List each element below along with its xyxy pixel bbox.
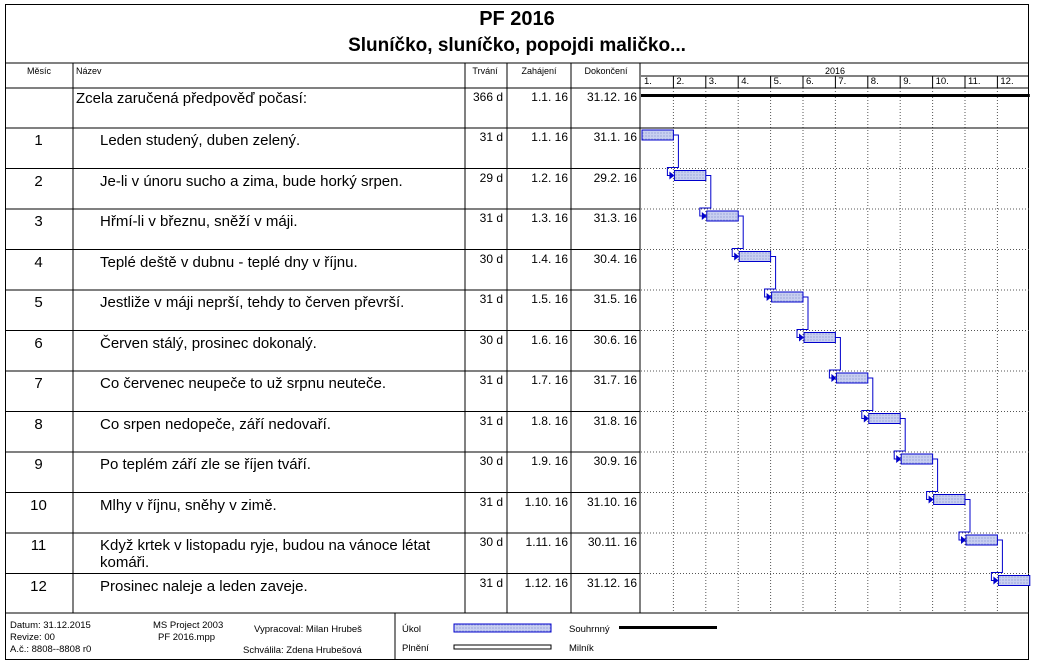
task-start: 1.12. 16 (524, 575, 568, 590)
task-name: Červen stálý, prosinec dokonalý. (100, 334, 317, 352)
legend-souhrnny-label: Souhrnný (569, 624, 610, 635)
summary-bar (641, 94, 1030, 97)
dependency-arrow (896, 455, 901, 463)
task-duration: 30 d (479, 332, 503, 347)
task-bar (707, 211, 738, 221)
task-end: 30.6. 16 (593, 332, 637, 347)
task-bar (674, 171, 705, 181)
summary-start: 1.1. 16 (531, 90, 568, 104)
task-duration: 30 d (479, 454, 503, 468)
task-name: Mlhy v říjnu, sněhy v zimě. (100, 496, 277, 514)
month-tick-label: 1. (644, 76, 652, 87)
month-tick-label: 2. (676, 76, 685, 87)
task-bar (836, 373, 867, 383)
task-end: 30.9. 16 (593, 454, 637, 468)
month-tick-label: 12. (1000, 76, 1014, 87)
task-id: 3 (34, 213, 43, 230)
footer-datum: Datum: 31.12.2015 (10, 620, 91, 631)
task-end: 30.11. 16 (587, 535, 637, 549)
task-id: 9 (34, 456, 43, 473)
task-id: 7 (34, 375, 43, 392)
col-header-trvani: Trvání (472, 66, 498, 76)
month-tick-label: 3. (708, 76, 717, 87)
task-duration: 31 d (479, 130, 503, 144)
task-id: 12 (30, 577, 47, 595)
task-name: Když krtek v listopadu ryje, budou na vánoce létat komáři. (100, 537, 431, 571)
summary-end: 31.12. 16 (586, 90, 637, 104)
task-id: 4 (34, 253, 43, 271)
summary-duration: 366 d (472, 90, 503, 104)
col-header-zahajeni: Zahájení (521, 66, 557, 76)
task-duration: 31 d (479, 575, 503, 590)
task-end: 31.7. 16 (593, 373, 637, 387)
task-duration: 31 d (479, 292, 503, 306)
legend-souhrnny-swatch (619, 626, 717, 629)
task-start: 1.4. 16 (531, 251, 568, 266)
task-id: 11 (30, 537, 47, 554)
task-bar (901, 454, 932, 464)
month-tick-label: 6. (806, 76, 814, 87)
task-bar (869, 414, 900, 424)
task-id: 1 (34, 132, 43, 149)
task-name: Jestliže v máji neprší, tehdy to červen převrší. (100, 294, 405, 311)
task-end: 31.5. 16 (593, 292, 637, 306)
chart-subtitle: Sluníčko, sluníčko, popojdi maličko... (348, 35, 686, 56)
task-id: 8 (34, 415, 43, 433)
legend-milnik-label: Milník (569, 643, 594, 654)
task-start: 1.8. 16 (531, 413, 568, 428)
month-tick-label: 8. (870, 76, 879, 87)
task-duration: 31 d (479, 211, 503, 225)
legend-plneni-swatch (454, 645, 551, 649)
task-start: 1.3. 16 (531, 211, 568, 225)
task-start: 1.2. 16 (531, 170, 568, 185)
task-name: Po teplém září zle se říjen tváří. (100, 456, 311, 473)
task-name: Prosinec naleje a leden zaveje. (100, 577, 308, 595)
task-end: 31.12. 16 (586, 575, 637, 590)
task-end: 30.4. 16 (593, 251, 637, 266)
task-id: 5 (34, 294, 43, 311)
task-bar (934, 495, 965, 505)
task-duration: 30 d (479, 535, 503, 549)
task-id: 6 (34, 334, 43, 352)
task-end: 29.2. 16 (593, 170, 637, 185)
month-tick-label: 4. (741, 76, 750, 87)
timeline-year: 2016 (824, 66, 846, 76)
task-bar (772, 292, 803, 302)
task-name: Co červenec neupeče to už srpnu neuteče. (100, 375, 387, 392)
col-header-nazev: Název (76, 66, 102, 76)
task-duration: 31 d (479, 413, 503, 428)
task-start: 1.1. 16 (531, 130, 568, 144)
footer-file: PF 2016.mpp (158, 632, 216, 643)
footer-software: MS Project 2003 (153, 620, 224, 631)
col-header-mesic: Měsíc (26, 66, 51, 76)
dependency-arrow (831, 374, 836, 382)
task-bar (804, 333, 835, 343)
footer-vypracoval: Vypracoval: Milan Hrubeš (254, 624, 362, 635)
task-start: 1.10. 16 (524, 494, 568, 509)
footer-schvalila: Schválila: Zdena Hrubešová (243, 645, 362, 656)
legend-plneni-label: Plnění (402, 643, 429, 654)
dependency-arrow (767, 293, 772, 301)
task-start: 1.6. 16 (531, 332, 568, 347)
dependency-arrow (961, 536, 966, 544)
task-name: Je-li v únoru sucho a zima, bude horký srpen. (100, 172, 403, 190)
task-name: Leden studený, duben zelený. (100, 132, 301, 149)
task-bar (966, 535, 997, 545)
task-name: Co srpen nedopeče, září nedovaří. (100, 415, 331, 433)
footer-ac: A.č.: 8808--8808 r0 (10, 644, 92, 655)
task-bar (739, 252, 770, 262)
task-duration: 30 d (479, 251, 503, 266)
month-tick-label: 9. (903, 76, 912, 87)
task-start: 1.5. 16 (531, 292, 568, 306)
col-header-dokonceni: Dokončení (584, 66, 628, 76)
month-tick-label: 7. (838, 76, 847, 87)
month-tick-label: 5. (773, 76, 782, 87)
task-duration: 31 d (479, 373, 503, 387)
chart-title: PF 2016 (479, 8, 555, 30)
month-tick-label: 10. (935, 76, 949, 87)
task-end: 31.8. 16 (593, 413, 637, 428)
task-start: 1.7. 16 (531, 373, 568, 387)
legend-ukol-label: Úkol (402, 624, 422, 635)
task-start: 1.11. 16 (525, 535, 568, 549)
task-end: 31.10. 16 (586, 494, 637, 509)
month-tick-label: 11. (968, 76, 981, 87)
task-duration: 31 d (479, 494, 503, 509)
task-name: Teplé deště v dubnu - teplé dny v říjnu. (100, 253, 358, 271)
task-end: 31.1. 16 (593, 130, 637, 144)
task-id: 2 (34, 172, 43, 190)
footer-revize: Revize: 00 (10, 632, 55, 643)
task-duration: 29 d (479, 170, 503, 185)
legend-ukol-swatch (454, 624, 551, 632)
task-name: Hřmí-li v březnu, sněží v máji. (100, 213, 298, 230)
task-id: 10 (30, 496, 47, 514)
task-bar (998, 576, 1029, 586)
task-end: 31.3. 16 (593, 211, 637, 225)
dependency-arrow (702, 212, 707, 220)
task-start: 1.9. 16 (531, 454, 568, 468)
task-bar (642, 130, 673, 140)
summary-name: Zcela zaručená předpověď počasí: (76, 90, 308, 107)
